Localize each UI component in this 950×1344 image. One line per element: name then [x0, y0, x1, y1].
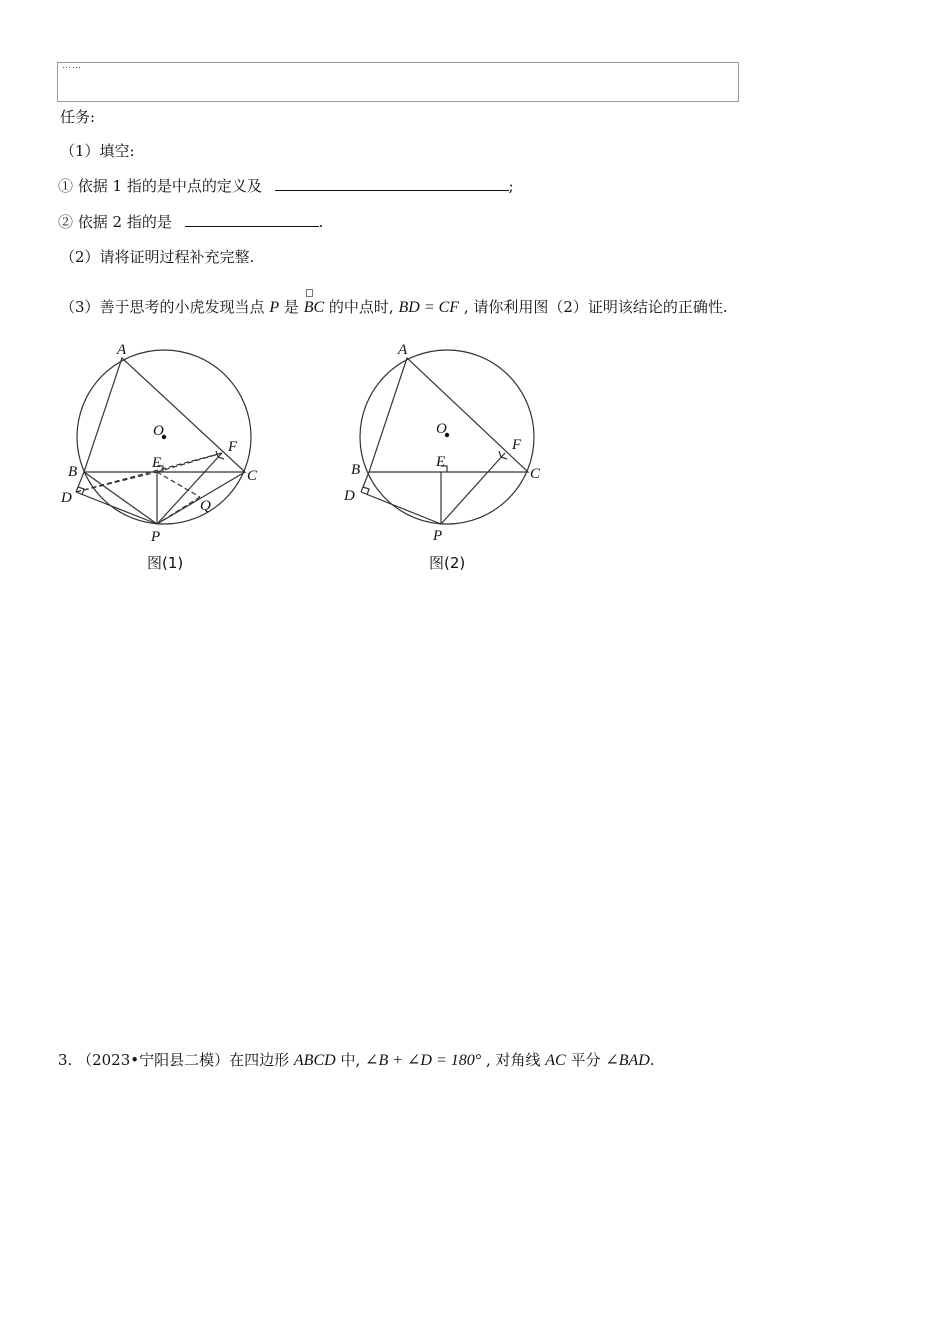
fig1-label-e: E — [152, 455, 162, 471]
fig2-label-a: A — [398, 342, 408, 358]
q1-a-text: ① 依据 1 指的是中点的定义及 — [58, 177, 262, 195]
q1-a-line — [58, 175, 514, 196]
arc-symbol-icon — [306, 289, 313, 297]
fig2-label-d: D — [344, 488, 355, 504]
fig1-label-p: P — [151, 529, 161, 545]
fig1-label-b: B — [68, 464, 78, 480]
fig1-line-bp — [84, 472, 157, 524]
fig2-label-f: F — [512, 437, 522, 453]
fig2-line-pf — [441, 453, 505, 524]
q3-pre: （3）善于思考的小虎发现当点 — [60, 298, 265, 316]
fig2-label-b: B — [351, 462, 361, 478]
q1-a-suffix: ; — [508, 177, 514, 195]
q1-a-blank[interactable] — [275, 190, 509, 191]
q1-b-text: ② 依据 2 指的是 — [58, 213, 172, 231]
problem-3-number: 3. — [58, 1051, 73, 1069]
problem-3-source: （2023•宁阳县二模）在四边形 — [77, 1051, 290, 1069]
problem-3-line — [58, 1049, 655, 1070]
problem-3-end: . — [649, 1051, 655, 1069]
fig1-label-f: F — [228, 439, 238, 455]
problem-3-angle: ∠BAD — [605, 1052, 650, 1069]
fig2-label-c: C — [530, 466, 541, 482]
q3-arc — [304, 298, 324, 317]
q1-b-blank[interactable] — [185, 226, 319, 227]
fig2-label-p: P — [433, 528, 443, 544]
q3-line — [60, 296, 728, 317]
q3-post: , 请你利用图（2）证明该结论的正确性. — [463, 298, 728, 316]
fig1-line-dp — [76, 492, 157, 524]
box-dots: …… — [62, 61, 82, 71]
fig1-line-pf — [157, 453, 222, 524]
problem-3-zhong: 中, — [340, 1051, 361, 1069]
figure-1 — [50, 335, 280, 580]
problem-3-mid: , 对角线 — [485, 1051, 541, 1069]
fig1-label-q: Q — [200, 498, 211, 514]
fig1-caption: 图(1) — [147, 554, 184, 572]
fig1-dash-ef — [157, 453, 222, 472]
q3-equation: BD = CF — [398, 299, 460, 316]
problem-3-condition: ∠B + ∠D = 180° — [365, 1052, 482, 1069]
problem-3-diag: AC — [545, 1052, 566, 1069]
q1-b-line — [58, 211, 323, 232]
fig2-caption: 图(2) — [429, 554, 466, 572]
fig2-line-dp — [361, 492, 441, 524]
fig1-label-d: D — [61, 490, 72, 506]
fig1-label-a: A — [117, 342, 127, 358]
fig1-label-c: C — [247, 468, 258, 484]
q1-label: （1）填空: — [60, 142, 135, 160]
fig1-label-o: O — [153, 423, 164, 439]
task-label: 任务: — [60, 108, 96, 126]
q1-b-suffix: . — [318, 213, 324, 231]
answer-box — [57, 62, 739, 102]
q3-point-p: P — [269, 299, 280, 316]
fig2-label-e: E — [436, 454, 446, 470]
fig2-label-o: O — [436, 421, 447, 437]
q3-mid: 的中点时, — [328, 298, 394, 316]
problem-3-quad: ABCD — [293, 1052, 336, 1069]
q2-text: （2）请将证明过程补充完整. — [60, 248, 255, 266]
figure-2 — [335, 335, 565, 580]
problem-3-bisect: 平分 — [570, 1051, 601, 1069]
q3-is: 是 — [283, 298, 299, 316]
q3-arc-bc: BC — [303, 299, 325, 316]
fig2-triangle-abc — [369, 358, 528, 472]
